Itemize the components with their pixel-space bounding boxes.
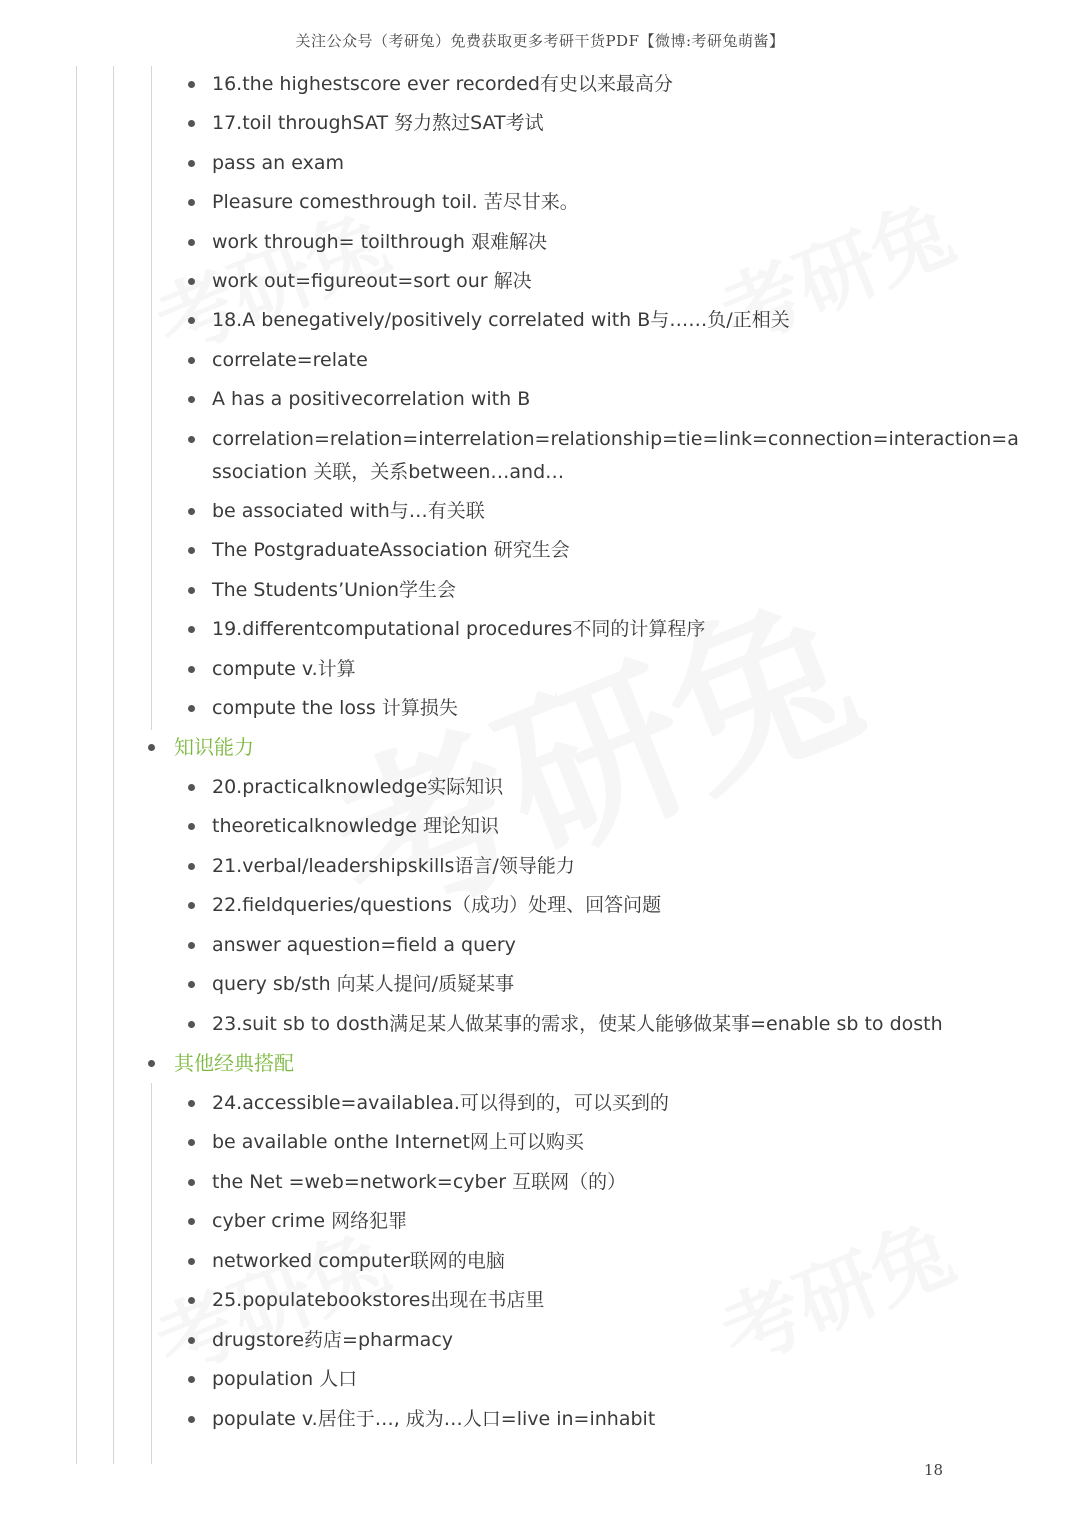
list-item: 22.fieldqueries/questions（成功）处理、回答问题 — [212, 889, 661, 922]
outline-guide-line — [113, 66, 114, 1464]
list-item: correlate=relate — [212, 344, 368, 377]
outline-guide-line — [76, 66, 77, 1464]
outline-guide-line — [151, 1083, 152, 1464]
list-item: 24.accessible=availablea.可以得到的，可以买到的 — [212, 1087, 669, 1120]
list-item: be associated with与…有关联 — [212, 495, 485, 528]
list-item: population 人口 — [212, 1363, 357, 1396]
list-item: 21.verbal/leadershipskills语言/领导能力 — [212, 850, 575, 883]
list-item: query sb/sth 向某人提问/质疑某事 — [212, 968, 514, 1001]
watermark — [702, 1189, 968, 1386]
list-item: cyber crime 网络犯罪 — [212, 1205, 407, 1238]
list-item: 23.suit sb to dosth满足某人做某事的需求，使某人能够做某事=enable sb to dosth — [212, 1008, 943, 1041]
list-item: correlation=relation=interrelation=relationship=tie=link=connection=interaction=association 关联，关系between…and… — [212, 423, 1027, 489]
list-item: theoreticalknowledge 理论知识 — [212, 810, 499, 843]
list-item: 16.the highestscore ever recorded有史以来最高分 — [212, 68, 673, 101]
list-item: drugstore药店=pharmacy — [212, 1324, 453, 1357]
list-item: 25.populatebookstores出现在书店里 — [212, 1284, 544, 1317]
page-number: 18 — [924, 1461, 944, 1479]
list-item: 17.toil throughSAT 努力熬过SAT考试 — [212, 107, 544, 140]
list-item: networked computer联网的电脑 — [212, 1245, 505, 1278]
page-header: 关注公众号（考研兔）免费获取更多考研干货PDF【微博:考研兔萌酱】 — [295, 32, 785, 50]
list-item: work out=figureout=sort our 解决 — [212, 265, 532, 298]
list-item: be available onthe Internet网上可以购买 — [212, 1126, 584, 1159]
section-heading-knowledge: 知识能力 — [174, 731, 254, 764]
list-item: compute v.计算 — [212, 653, 356, 686]
outline-guide-line — [151, 66, 152, 730]
list-item: Pleasure comesthrough toil. 苦尽甘来。 — [212, 186, 579, 219]
list-item: populate v.居住于…, 成为…人口=live in=inhabit — [212, 1403, 655, 1436]
list-item: 18.A benegatively/positively correlated with B与……负/正相关 — [212, 304, 790, 337]
list-item: 20.practicalknowledge实际知识 — [212, 771, 503, 804]
list-item: A has a positivecorrelation with B — [212, 383, 530, 416]
list-item: compute the loss 计算损失 — [212, 692, 458, 725]
section-heading-collocations: 其他经典搭配 — [174, 1047, 294, 1080]
list-item: 19.differentcomputational procedures不同的计算程序 — [212, 613, 705, 646]
list-item: work through= toilthrough 艰难解决 — [212, 226, 547, 259]
list-item: answer aquestion=field a query — [212, 929, 516, 962]
list-item: The PostgraduateAssociation 研究生会 — [212, 534, 570, 567]
list-item: the Net =web=network=cyber 互联网（的） — [212, 1166, 626, 1199]
list-item: The Students’Union学生会 — [212, 574, 456, 607]
list-item: pass an exam — [212, 147, 344, 180]
